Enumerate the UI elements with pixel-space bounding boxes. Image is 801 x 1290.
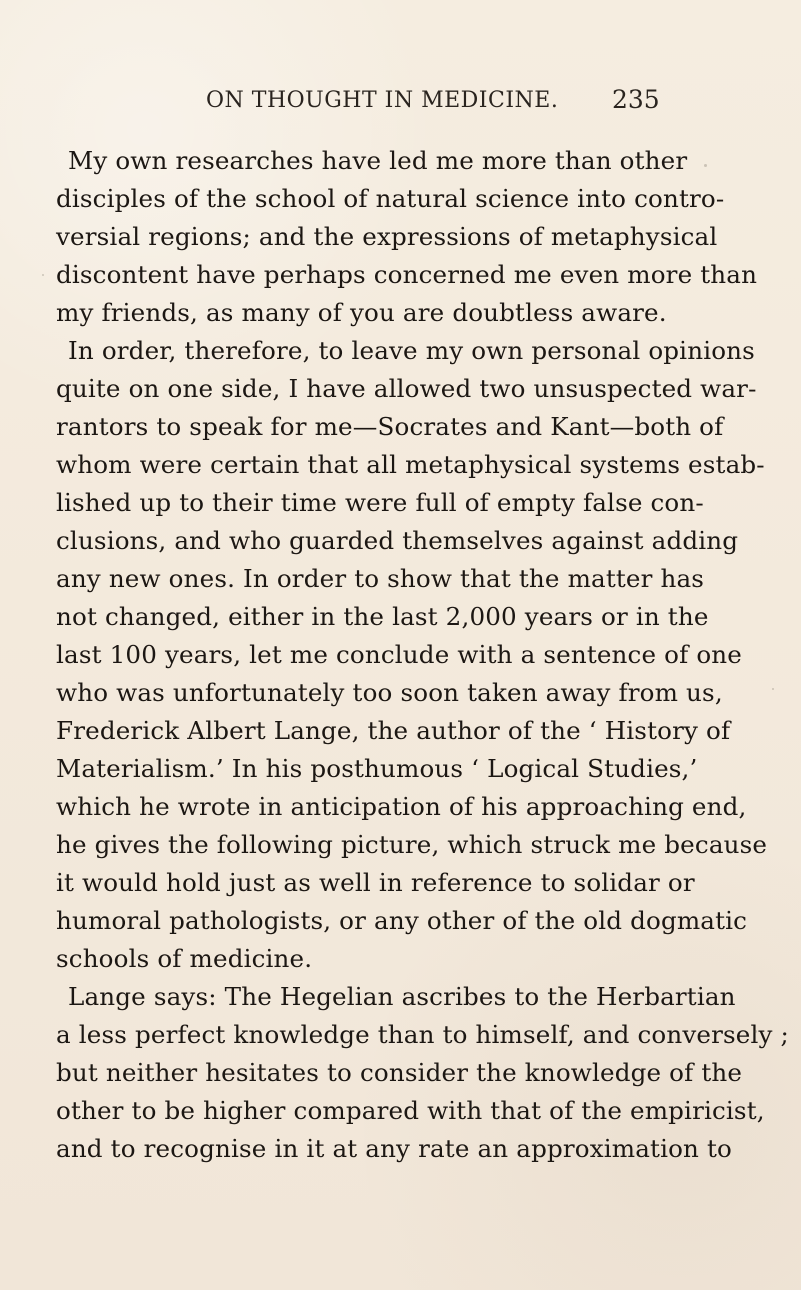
text-line: but neither hesitates to consider the knowledge of the [56, 1058, 743, 1087]
text-line: Materialism.’ In his posthumous ‘ Logical Studies,’ [56, 754, 698, 783]
text-line: a less perfect knowledge than to himself, and conversely ; [56, 1020, 789, 1049]
text-line: not changed, either in the last 2,000 years or in the [56, 602, 709, 631]
text-line: schools of medicine. [56, 944, 313, 973]
paper-speck [754, 1030, 757, 1033]
text-line: discontent have perhaps concerned me even more than [56, 260, 758, 289]
running-head: ON THOUGHT IN MEDICINE. [206, 88, 559, 113]
text-line: lished up to their time were full of empty false con- [56, 488, 704, 517]
text-line: which he wrote in anticipation of his approaching end, [56, 792, 747, 821]
text-line: humoral pathologists, or any other of the old dogmatic [56, 906, 748, 935]
text-line: versial regions; and the expressions of metaphysical [56, 222, 718, 251]
text-line: Lange says: The Hegelian ascribes to the Herbartian [68, 982, 736, 1011]
paper-speck [704, 164, 707, 167]
page-number: 235 [612, 85, 660, 114]
page-header [0, 85, 801, 128]
paper-speck [772, 688, 774, 690]
text-line: quite on one side, I have allowed two unsuspected war- [56, 374, 757, 403]
text-line: whom were certain that all metaphysical systems estab- [56, 450, 765, 479]
text-line: disciples of the school of natural science into contro- [56, 184, 725, 213]
text-line: rantors to speak for me—Socrates and Kant—both of [56, 412, 724, 441]
text-line: my friends, as many of you are doubtless aware. [56, 298, 667, 327]
text-line: it would hold just as well in reference to solidar or [56, 868, 695, 897]
text-line: My own researches have led me more than other [68, 146, 688, 175]
text-line: Frederick Albert Lange, the author of the ‘ History of [56, 716, 731, 745]
text-line: In order, therefore, to leave my own personal opinions [68, 336, 755, 365]
text-line: other to be higher compared with that of the empiricist, [56, 1096, 765, 1125]
text-line: who was unfortunately too soon taken away from us, [56, 678, 723, 707]
body-text [56, 142, 789, 1168]
text-line: he gives the following picture, which struck me because [56, 830, 768, 859]
text-line: and to recognise in it at any rate an approximation to [56, 1134, 732, 1163]
text-line: clusions, and who guarded themselves against adding [56, 526, 739, 555]
paper-speck [42, 274, 44, 276]
text-line: any new ones. In order to show that the matter has [56, 564, 705, 593]
text-line: last 100 years, let me conclude with a sentence of one [56, 640, 742, 669]
